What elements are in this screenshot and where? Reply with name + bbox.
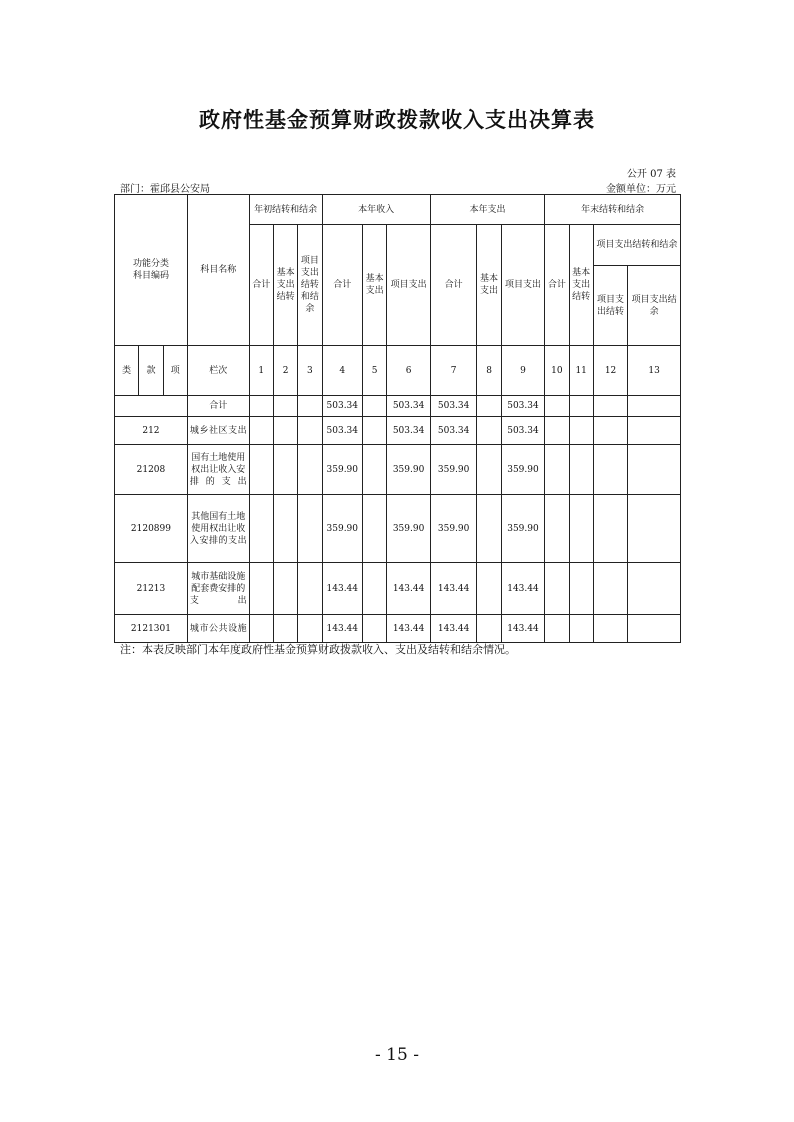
row-income-project: 143.44 [387, 615, 431, 643]
header-project-surplus: 项目支出结余 [628, 266, 681, 346]
header-lei: 类 [115, 346, 139, 396]
row-income: 359.90 [322, 495, 362, 563]
total-expense: 503.34 [430, 396, 477, 417]
footnote: 注：本表反映部门本年度政府性基金预算财政拨款收入、支出及结转和结余情况。 [120, 643, 516, 656]
col-num: 9 [501, 346, 545, 396]
header-project-carry-balance: 项目支出结转和结余 [298, 225, 322, 346]
unit-label: 金额单位：万元 [606, 184, 676, 195]
header-end-project-balance: 项目支出结转和结余 [593, 225, 680, 266]
row-code: 212 [115, 417, 188, 445]
header-lanci: 栏次 [187, 346, 249, 396]
header-total-3: 合计 [430, 225, 477, 346]
col-num: 2 [273, 346, 297, 396]
header-income: 本年收入 [322, 195, 430, 225]
row-expense: 143.44 [430, 615, 477, 643]
table-row [115, 417, 681, 445]
table-row [115, 495, 681, 563]
row-income: 143.44 [322, 563, 362, 615]
row-expense-project: 359.90 [501, 495, 545, 563]
header-expense: 本年支出 [430, 195, 544, 225]
page-title: 政府性基金预算财政拨款收入支出决算表 [199, 107, 595, 132]
col-num: 7 [430, 346, 477, 396]
total-income: 503.34 [322, 396, 362, 417]
table-row [115, 563, 681, 615]
total-row [115, 396, 681, 417]
department-label: 部门：霍邱县公安局 [120, 184, 210, 195]
row-income-project: 359.90 [387, 445, 431, 495]
row-income: 503.34 [322, 417, 362, 445]
row-expense: 359.90 [430, 445, 477, 495]
column-number-row [115, 346, 681, 396]
budget-table [114, 194, 681, 643]
table-row [115, 615, 681, 643]
row-income: 143.44 [322, 615, 362, 643]
col-num: 5 [363, 346, 387, 396]
row-name: 城市公共设施 [187, 615, 249, 643]
col-num: 8 [477, 346, 501, 396]
header-basic-expense-carry: 基本支出结转 [273, 225, 297, 346]
row-expense-project: 143.44 [501, 615, 545, 643]
row-expense: 143.44 [430, 563, 477, 615]
row-expense-project: 143.44 [501, 563, 545, 615]
header-total-1: 合计 [249, 225, 273, 346]
header-expense-basic: 基本支出 [477, 225, 501, 346]
col-num: 10 [545, 346, 569, 396]
total-income-project: 503.34 [387, 396, 431, 417]
row-name: 国有土地使用权出让收入安排的支出 [187, 445, 249, 495]
header-func-code: 功能分类 科目编码 [115, 195, 188, 346]
row-name: 城市基础设施配套费安排的支出 [187, 563, 249, 615]
col-num: 6 [387, 346, 431, 396]
form-code: 公开 07 表 [626, 169, 676, 180]
header-total-4: 合计 [545, 225, 569, 346]
row-expense-project: 503.34 [501, 417, 545, 445]
header-total-2: 合计 [322, 225, 362, 346]
row-income-project: 503.34 [387, 417, 431, 445]
row-income: 359.90 [322, 445, 362, 495]
row-expense: 359.90 [430, 495, 477, 563]
header-end-basic-carry: 基本支出结转 [569, 225, 593, 346]
header-subject-name: 科目名称 [187, 195, 249, 346]
page-number: - 15 - [375, 1045, 419, 1065]
total-code-cell [115, 396, 188, 417]
row-name: 其他国有土地使用权出让收入安排的支出 [187, 495, 249, 563]
col-num: 3 [298, 346, 322, 396]
col-num: 4 [322, 346, 362, 396]
col-num: 12 [593, 346, 627, 396]
header-end-balance: 年末结转和结余 [545, 195, 681, 225]
header-project-carry: 项目支出结转 [593, 266, 627, 346]
row-code: 21213 [115, 563, 188, 615]
header-income-basic: 基本支出 [363, 225, 387, 346]
total-expense-project: 503.34 [501, 396, 545, 417]
header-begin-balance: 年初结转和结余 [249, 195, 322, 225]
row-income-project: 359.90 [387, 495, 431, 563]
row-code: 21208 [115, 445, 188, 495]
col-num: 1 [249, 346, 273, 396]
header-row-1 [115, 195, 681, 225]
header-expense-project: 项目支出 [501, 225, 545, 346]
header-income-project: 项目支出 [387, 225, 431, 346]
total-label: 合计 [187, 396, 249, 417]
row-income-project: 143.44 [387, 563, 431, 615]
header-xiang: 项 [163, 346, 187, 396]
col-num: 11 [569, 346, 593, 396]
table-row [115, 445, 681, 495]
row-expense: 503.34 [430, 417, 477, 445]
row-code: 2121301 [115, 615, 188, 643]
header-kuan: 款 [139, 346, 163, 396]
col-num: 13 [628, 346, 681, 396]
row-code: 2120899 [115, 495, 188, 563]
row-name: 城乡社区支出 [187, 417, 249, 445]
row-expense-project: 359.90 [501, 445, 545, 495]
